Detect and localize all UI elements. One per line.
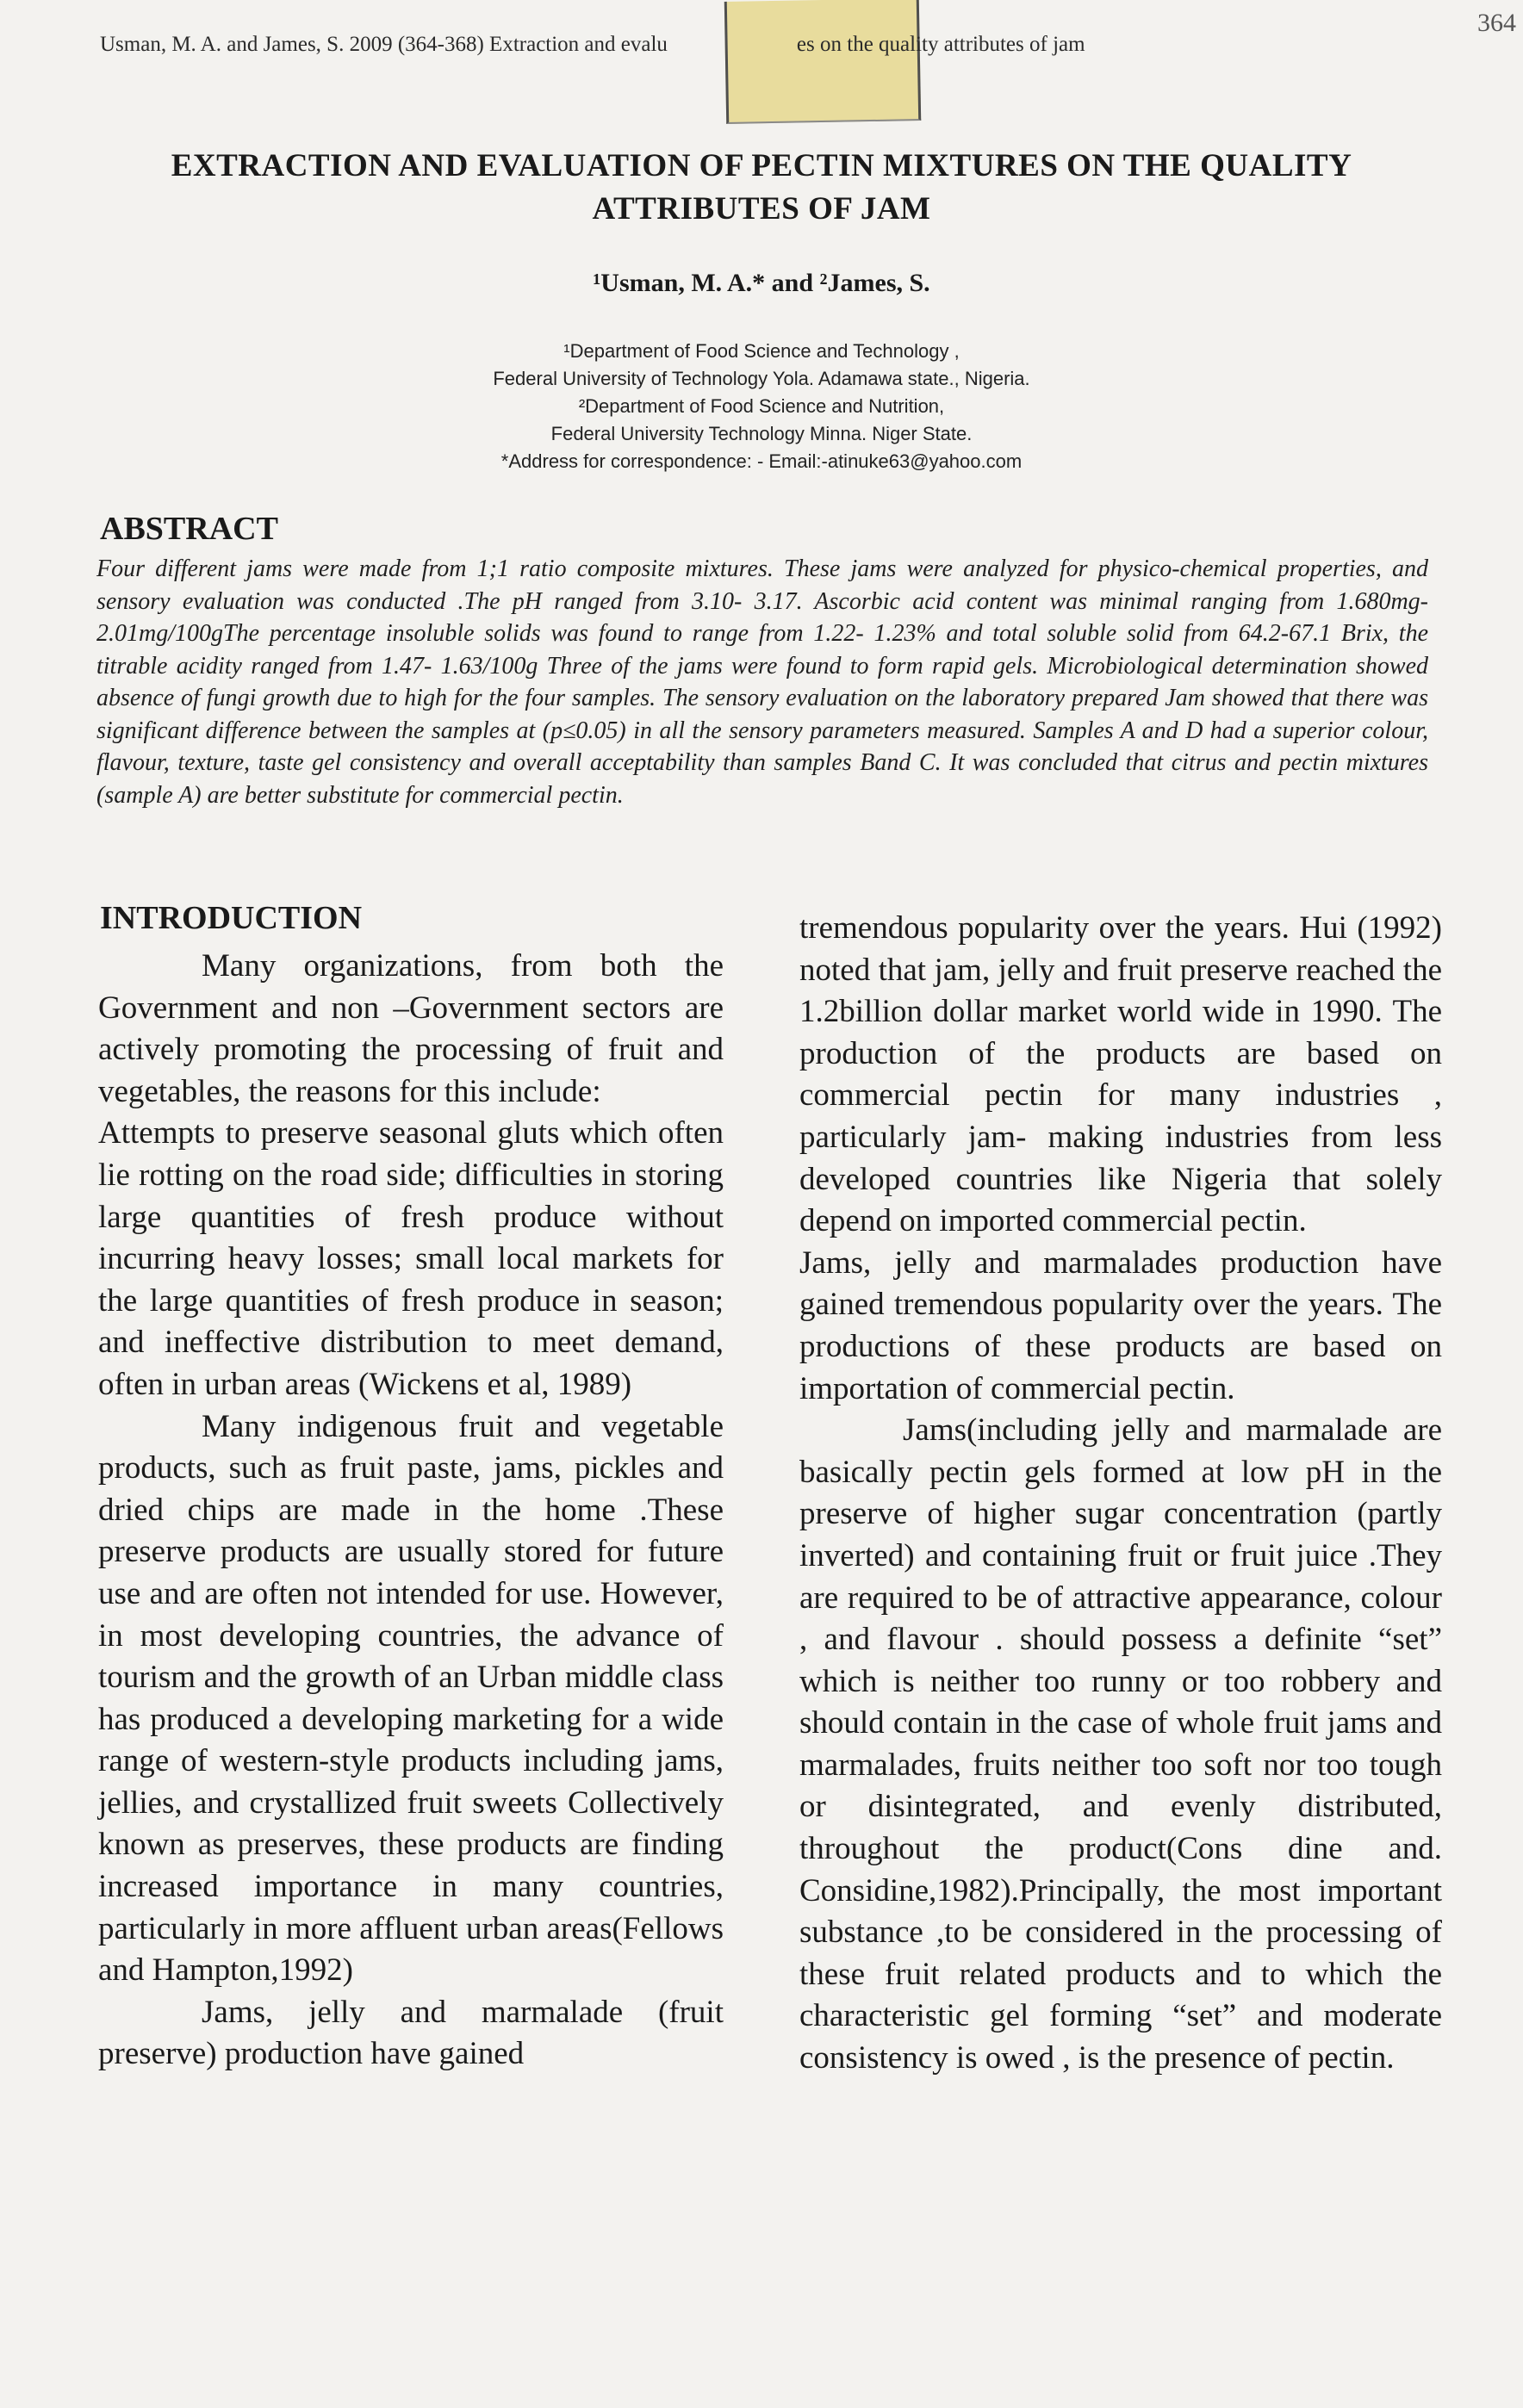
library-stamp <box>724 0 921 124</box>
paragraph: Many indigenous fruit and vegetable products, such as fruit paste, jams, pickles and dried chips are made in the home .These preserve products are usually stored for future use and are often not intended for use. However, in most developing countries, the advance of tourism and the growth of an Urban middle class has produced a developing marketing for a wide range of western-style products including jams, jellies, and crystallized fruit sweets Collectively known as preserves, these products are finding increased importance in many countries, particularly in more affluent urban areas(Fellows and Hampton,1992) <box>98 1408 724 1989</box>
abstract-heading: ABSTRACT <box>100 511 278 547</box>
authors: ¹Usman, M. A.* and ²James, S. <box>593 269 930 297</box>
affiliation-line: ²Department of Food Science and Nutrition, <box>578 395 945 417</box>
paragraph: Jams(including jelly and marmalade are basically pectin gels formed at low pH in the preserve of higher sugar concentration (partly inverted) and containing fruit or fruit juice .They are required to be of attractive appearance, colour , and flavour . should possess a definite “set” which is neither too runny or too robbery and should contain in the case of whole fruit jams and marmalades, fruits neither too soft nor too tough or disintegrated, and evenly distributed, throughout the product(Cons dine and. Considine,1982).Principally, the most important substance ,to be considered in the processing of these fruit related products and to which the characteristic gel forming “set” and moderate consistency is owed , is the presence of pectin. <box>799 1412 1442 2076</box>
running-header <box>100 33 1271 57</box>
correspondence-address: *Address for correspondence: - Email:-atinuke63@yahoo.com <box>500 450 1023 472</box>
paragraph: tremendous popularity over the years. Hui (1992) noted that jam, jelly and fruit preserve reached the 1.2billion dollar market world wide in 1990. The production of the products are based on commercial pectin for many industries , particularly jam- making industries from less developed countries like Nigeria that solely depend on imported commercial pectin. <box>799 910 1442 1239</box>
right-column <box>799 908 1442 2080</box>
affiliation-line: Federal University of Technology Yola. Adamawa state., Nigeria. <box>493 368 1030 389</box>
running-header-right: es on the quality attributes of jam <box>796 33 1085 56</box>
paper-title: EXTRACTION AND EVALUATION OF PECTIN MIXTURES ON THE QUALITY ATTRIBUTES OF JAM <box>171 148 1352 227</box>
abstract-text: Four different jams were made from 1;1 ratio composite mixtures. These jams were analyzed for physico-chemical properties, and sensory evaluation was conducted .The pH ranged from 3.10- 3.17. Ascorbic acid content was minimal ranging from 1.680mg-2.01mg/100gThe percentage insoluble solids was found to range from 1.22- 1.23% and total soluble solid from 64.2-67.1 Brix, the titrable acidity ranged from 1.47- 1.63/100g Three of the jams were found to form rapid gels. Microbiological determination showed absence of fungi growth due to high for the four samples. The sensory evaluation on the laboratory prepared Jam showed that there was significant difference between the samples at (p≤0.05) in all the sensory parameters measured. Samples A and D had a superior colour, flavour, texture, taste gel consistency and overall acceptability than samples Band C. It was concluded that citrus and pectin mixtures (sample A) are better substitute for commercial pectin. <box>96 555 1428 809</box>
left-column <box>98 946 724 2076</box>
affiliation-line: Federal University Technology Minna. Niger State. <box>550 423 973 444</box>
paragraph: Many organizations, from both the Government and non –Government sectors are actively promoting the processing of fruit and vegetables, the reasons for this include: <box>98 948 724 1109</box>
introduction-heading: INTRODUCTION <box>100 900 363 936</box>
affiliation-line: ¹Department of Food Science and Technology , <box>563 340 960 362</box>
paragraph: Jams, jelly and marmalades production have gained tremendous popularity over the years. The productions of these products are based on importation of commercial pectin. <box>799 1244 1442 1406</box>
affiliations <box>0 338 1523 475</box>
page-number: 364 <box>1477 9 1516 37</box>
paragraph: Jams, jelly and marmalade (fruit preserve) production have gained <box>98 1994 724 2072</box>
paragraph: Attempts to preserve seasonal gluts which often lie rotting on the road side; difficulties in storing large quantities of fresh produce without incurring heavy losses; small local markets for the large quantities of fresh produce in season; and ineffective distribution to meet demand, often in urban areas (Wickens et al, 1989) <box>98 1115 724 1402</box>
running-header-left: Usman, M. A. and James, S. 2009 (364-368) Extraction and evalu <box>100 33 668 56</box>
